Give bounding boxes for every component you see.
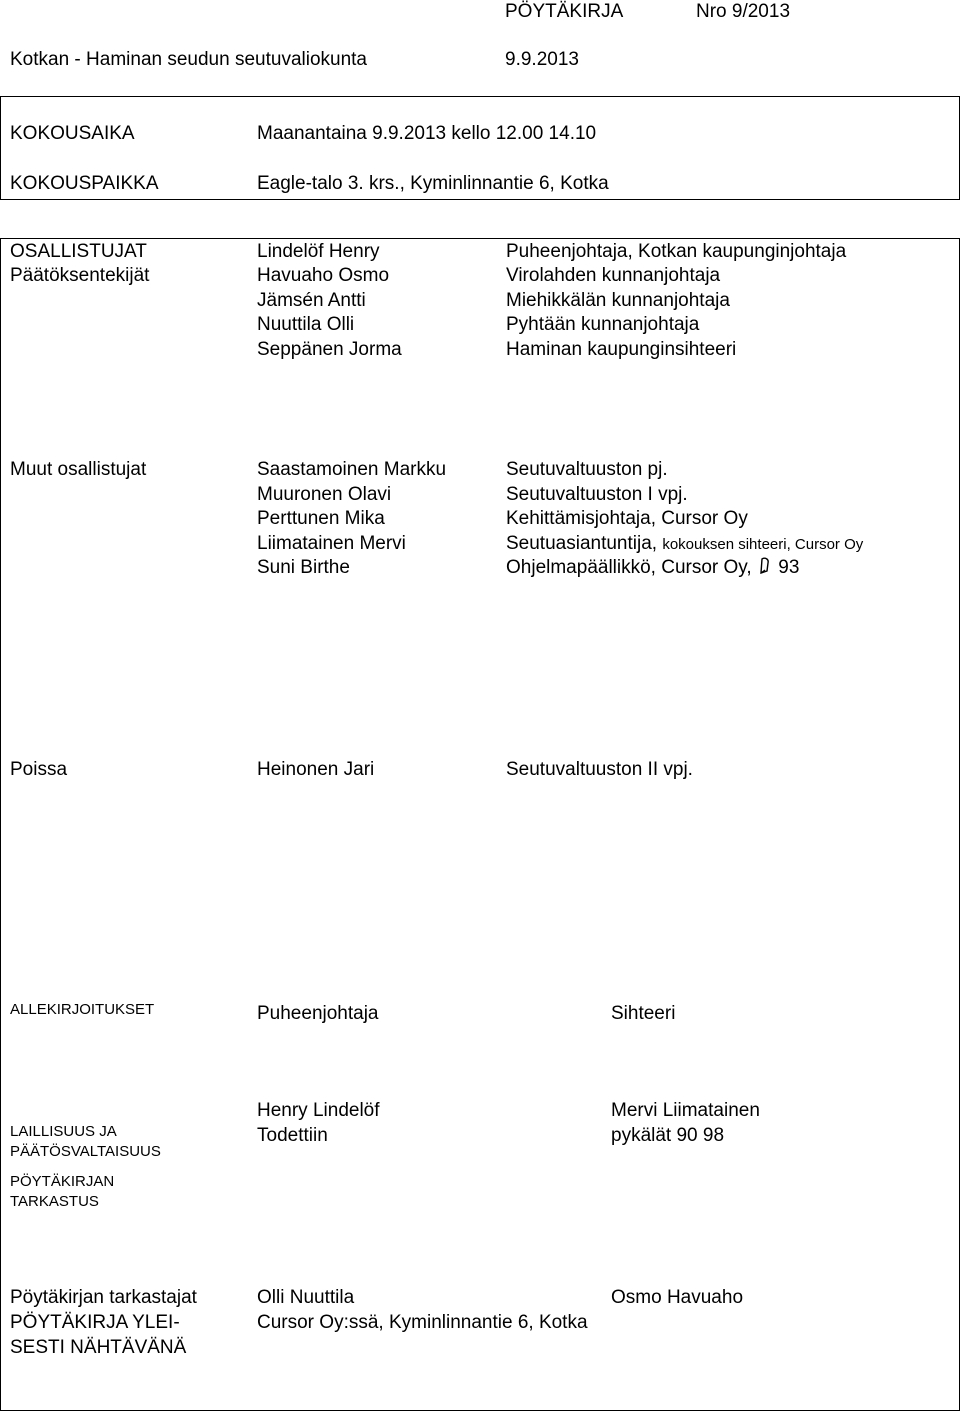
reviewer-name: Osmo Havuaho bbox=[611, 1287, 744, 1308]
review-label-line: PÖYTÄKIRJAN bbox=[10, 1173, 115, 1190]
meeting-place-label: KOKOUSPAIKKA bbox=[10, 173, 159, 194]
absent-label: Poissa bbox=[10, 759, 68, 780]
participant-role: Seutuvaltuuston I vpj. bbox=[506, 484, 688, 505]
participant-name: Suni Birthe bbox=[257, 557, 350, 578]
bell-icon bbox=[759, 557, 771, 575]
meeting-time-label: KOKOUSAIKA bbox=[10, 123, 135, 144]
reviewers-label: Pöytäkirjan tarkastajat bbox=[10, 1287, 197, 1308]
participant-role: Pyhtään kunnanjohtaja bbox=[506, 314, 700, 335]
legality-label bbox=[10, 1122, 161, 1162]
participant-name: Nuuttila Olli bbox=[257, 314, 355, 335]
reviewer-name: Olli Nuuttila bbox=[257, 1287, 355, 1308]
meeting-place-value: Eagle-talo 3. krs., Kyminlinnantie 6, Kotka bbox=[257, 173, 609, 194]
other-participants-label: Muut osallistujat bbox=[10, 459, 147, 480]
signatures-label: ALLEKIRJOITUKSET bbox=[10, 1001, 155, 1018]
legality-label-line: PÄÄTÖSVALTAISUUS bbox=[10, 1143, 161, 1160]
sections-range: pykälät 90 98 bbox=[611, 1125, 725, 1146]
participant-name: Muuronen Olavi bbox=[257, 484, 392, 505]
document-number: Nro 9/2013 bbox=[696, 1, 791, 22]
participant-name: Liimatainen Mervi bbox=[257, 533, 406, 554]
decision-makers-label: Päätöksentekijät bbox=[10, 265, 150, 286]
organization-name: Kotkan - Haminan seudun seutuvaliokunta bbox=[10, 49, 368, 70]
participant-role: Miehikkälän kunnanjohtaja bbox=[506, 290, 730, 311]
absent-name: Heinonen Jari bbox=[257, 759, 375, 780]
participant-name: Seppänen Jorma bbox=[257, 339, 402, 360]
meeting-time-value: Maanantaina 9.9.2013 kello 12.00 14.10 bbox=[257, 123, 597, 144]
participant-role-detail: kokouksen sihteeri, Cursor Oy bbox=[662, 536, 864, 553]
document-date: 9.9.2013 bbox=[505, 49, 579, 70]
secretary-name: Mervi Liimatainen bbox=[611, 1100, 760, 1121]
participant-role: Seutuasiantuntija, bbox=[506, 533, 658, 554]
participant-name: Perttunen Mika bbox=[257, 508, 385, 529]
public-display-label-line: PÖYTÄKIRJA YLEI- bbox=[10, 1312, 180, 1333]
participant-role-row bbox=[506, 532, 863, 558]
chair-title: Puheenjohtaja bbox=[257, 1003, 379, 1024]
legality-label-line: LAILLISUUS JA bbox=[10, 1123, 117, 1140]
secretary-title: Sihteeri bbox=[611, 1003, 676, 1024]
participant-name: Jämsén Antti bbox=[257, 290, 366, 311]
public-display-label bbox=[10, 1311, 186, 1360]
participants-label: OSALLISTUJAT bbox=[10, 241, 147, 262]
participant-name: Havuaho Osmo bbox=[257, 265, 390, 286]
legality-value: Todettiin bbox=[257, 1125, 328, 1146]
minutes-details-box bbox=[0, 238, 960, 1411]
public-display-location: Cursor Oy:ssä, Kyminlinnantie 6, Kotka bbox=[257, 1312, 588, 1333]
participant-name: Lindelöf Henry bbox=[257, 241, 380, 262]
review-label-line: TARKASTUS bbox=[10, 1193, 99, 1210]
participant-role: Ohjelmapäällikkö, Cursor Oy, bbox=[506, 557, 752, 578]
participant-role: Virolahden kunnanjohtaja bbox=[506, 265, 721, 286]
participant-role: Seutuvaltuuston pj. bbox=[506, 459, 668, 480]
participant-role: Puheenjohtaja, Kotkan kaupunginjohtaja bbox=[506, 241, 847, 262]
participant-role-suffix: 93 bbox=[778, 557, 800, 578]
participant-role: Haminan kaupunginsihteeri bbox=[506, 339, 737, 360]
absent-role: Seutuvaltuuston II vpj. bbox=[506, 759, 693, 780]
document-type: PÖYTÄKIRJA bbox=[505, 1, 624, 22]
participant-role: Kehittämisjohtaja, Cursor Oy bbox=[506, 508, 748, 529]
participant-name: Saastamoinen Markku bbox=[257, 459, 447, 480]
participant-role-row bbox=[506, 556, 799, 581]
chair-name: Henry Lindelöf bbox=[257, 1100, 380, 1121]
review-label bbox=[10, 1172, 114, 1212]
public-display-label-line: SESTI NÄHTÄVÄNÄ bbox=[10, 1336, 187, 1358]
